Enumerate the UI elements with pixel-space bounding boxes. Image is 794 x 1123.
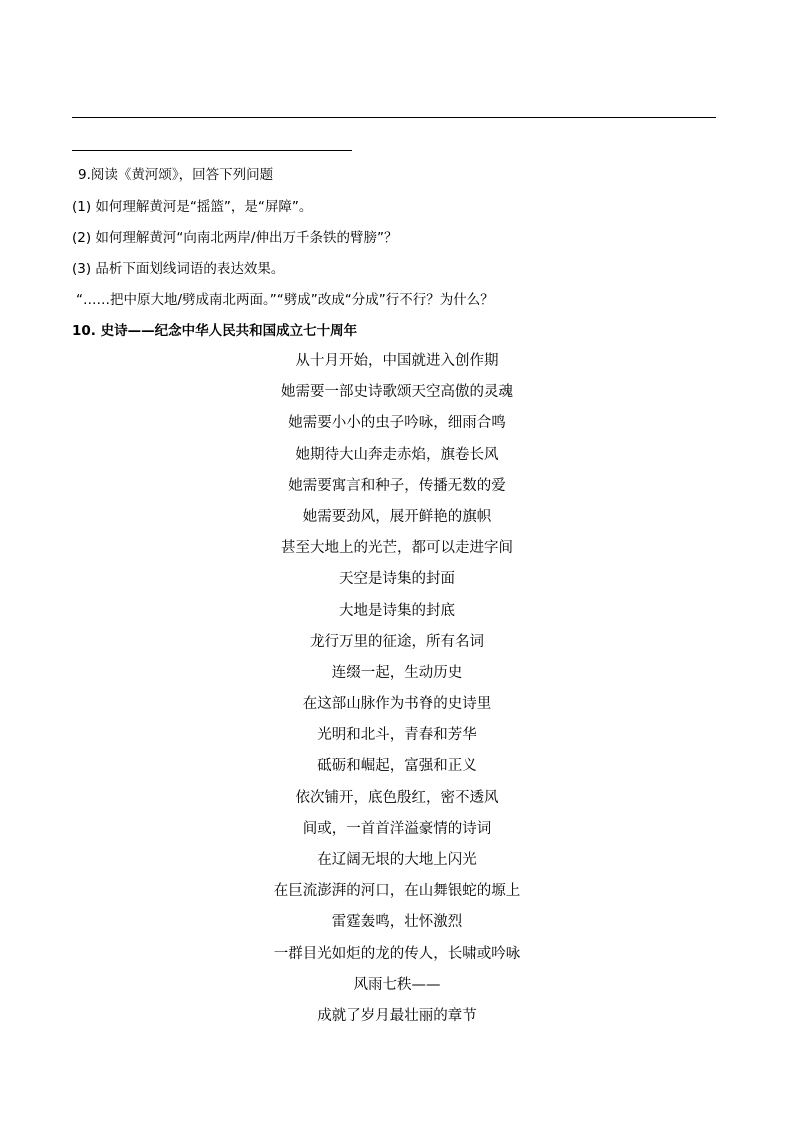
- question-10-title: 10. 史诗——纪念中华人民共和国成立七十周年: [72, 323, 358, 339]
- question-9-quote: “……把中原大地/劈成南北两面。”“劈成”改成“分成”行不行？为什么？: [76, 292, 494, 308]
- poem-line: 光明和北斗，青春和芳华: [317, 727, 477, 744]
- poem-line: 一群目光如炬的龙的传人，长啸或吟咏: [273, 945, 521, 962]
- poem-line: 大地是诗集的封底: [339, 602, 455, 619]
- question-9-sub-1: (1) 如何理解黄河是“摇篮”，是“屏障”。: [72, 199, 313, 215]
- poem-line: 连缀一起，生动历史: [331, 664, 463, 681]
- poem-line: 她期待大山奔走赤焰，旗卷长风: [295, 446, 499, 463]
- poem-line: 龙行万里的征途，所有名词: [310, 633, 484, 650]
- poem-line: 从十月开始，中国就进入创作期: [295, 353, 499, 369]
- poem-line: 在巨流澎湃的河口，在山舞银蛇的塬上: [273, 883, 521, 900]
- poem-line: 在辽阔无垠的大地上闪光: [317, 852, 477, 868]
- poem-line: 她需要寓言和种子，传播无数的爱: [288, 477, 506, 494]
- poem-line: 成就了岁月最壮丽的章节: [317, 1007, 477, 1024]
- header-rule-short: [72, 150, 352, 151]
- question-9-sub-3: (3) 品析下面划线词语的表达效果。: [72, 261, 285, 277]
- question-9-title: 9.阅读《黄河颂》，回答下列问题: [78, 167, 274, 183]
- poem-line: 雷霆轰鸣，壮怀激烈: [331, 914, 463, 931]
- poem-line: 依次铺开，底色殷红，密不透风: [295, 789, 499, 806]
- poem-line: 间或，一首首洋溢豪情的诗词: [302, 820, 492, 837]
- poem-line: 她需要劲风，展开鲜艳的旗帜: [302, 508, 492, 525]
- poem-line: 她需要一部史诗歌颂天空高傲的灵魂: [281, 384, 513, 401]
- poem-line: 天空是诗集的封面: [339, 571, 455, 588]
- header-rule-long: [72, 117, 716, 118]
- poem-line: 在这部山脉作为书脊的史诗里: [302, 696, 492, 713]
- question-9-sub-2: (2) 如何理解黄河“向南北两岸/伸出万千条铁的臂膀”？: [72, 230, 398, 246]
- poem-line: 砥砺和崛起，富强和正义: [317, 758, 477, 775]
- poem-line: 风雨七秩——: [353, 976, 441, 993]
- poem-line: 甚至大地上的光芒，都可以走进字间: [281, 540, 513, 557]
- poem-line: 她需要小小的虫子吟咏，细雨合鸣: [288, 415, 506, 432]
- poem-body: [0, 352, 794, 1038]
